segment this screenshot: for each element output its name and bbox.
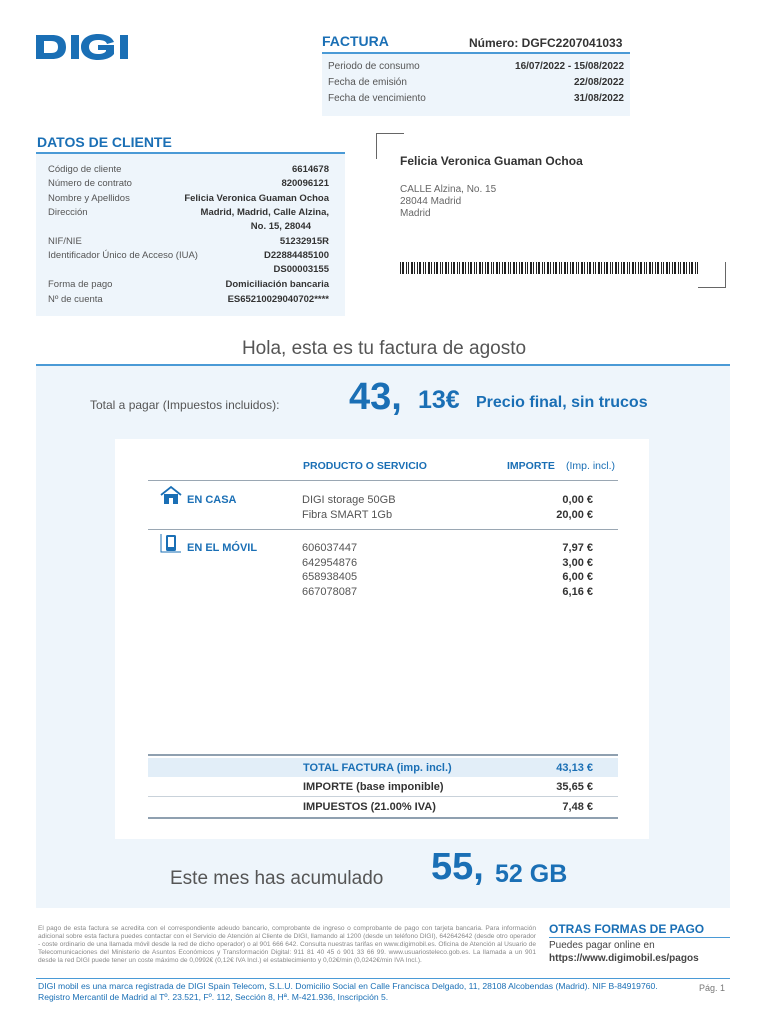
registry-info: Registro Mercantil de Madrid al Tº. 23.521, Fº. 112, Sección 8, Hª. M-421.936, Inscripción 5. xyxy=(38,992,389,1002)
barcode-bar xyxy=(691,262,693,274)
barcode-bar xyxy=(411,262,413,274)
barcode-bar xyxy=(644,262,645,274)
greeting-heading: Hola, esta es tu factura de agosto xyxy=(241,338,527,359)
company-info: DIGI mobil es una marca registrada de DIGI Spain Telecom, S.L.U. Domicilio Social en Calle Francisca Delgado, 11, 28108 Alcobendas (Madrid). NIF B-84919760. xyxy=(38,981,658,991)
barcode-bar xyxy=(576,262,577,274)
accumulated-label: Este mes has acumulado xyxy=(170,868,384,889)
barcode-bar xyxy=(629,262,630,274)
column-header-product: PRODUCTO O SERVICIO xyxy=(303,460,427,472)
barcode-bar xyxy=(695,262,696,274)
barcode-bar xyxy=(496,262,498,274)
barcode-bar xyxy=(445,262,447,274)
barcode-bar xyxy=(440,262,441,274)
accumulated-decimal: 52 GB xyxy=(495,860,568,888)
barcode-bar xyxy=(510,262,511,274)
barcode-bar xyxy=(533,262,534,274)
barcode-bar xyxy=(598,262,600,274)
barcode-bar xyxy=(419,262,421,274)
barcode-bar xyxy=(538,262,540,274)
barcode-bar xyxy=(468,262,469,274)
recipient-name: Felicia Veronica Guaman Ochoa xyxy=(400,154,583,168)
divider xyxy=(148,529,618,530)
taxes-value: 7,48 € xyxy=(562,801,593,813)
barcode-bar xyxy=(536,262,537,274)
barcode-bar xyxy=(555,262,557,274)
client-row-label: Nº de cuenta xyxy=(48,294,103,305)
line-item-name: 658938405 xyxy=(302,571,358,583)
barcode-bar xyxy=(678,262,679,274)
section-label-mobile: EN EL MÓVIL xyxy=(187,542,258,554)
barcode-bar xyxy=(530,262,532,274)
barcode-bar xyxy=(663,262,664,274)
total-amount-integer: 43, xyxy=(349,376,402,418)
invoice-row-label: Fecha de emisión xyxy=(328,77,407,88)
barcode-bar xyxy=(561,262,562,274)
barcode-bar xyxy=(564,262,566,274)
invoice-details xyxy=(322,54,630,116)
client-row-label: Código de cliente xyxy=(48,164,122,175)
barcode-bar xyxy=(457,262,458,274)
recipient-address-line: Madrid xyxy=(400,208,431,219)
barcode-bar xyxy=(606,262,608,274)
barcode-bar xyxy=(604,262,605,274)
invoice-row-value: 31/08/2022 xyxy=(573,93,624,104)
barcode-bar xyxy=(434,262,435,274)
barcode-bar xyxy=(570,262,571,274)
barcode-bar xyxy=(431,262,432,274)
divider xyxy=(148,480,618,481)
barcode-bar xyxy=(652,262,653,274)
barcode-bar xyxy=(513,262,515,274)
taxable-base-label: IMPORTE (base imponible) xyxy=(303,781,444,793)
barcode-bar xyxy=(453,262,455,274)
barcode-bar xyxy=(470,262,472,274)
barcode-bar xyxy=(417,262,418,274)
barcode-bar xyxy=(683,262,685,274)
line-item-price: 20,00 € xyxy=(556,509,593,521)
barcode-bar xyxy=(436,262,438,274)
barcode-bar xyxy=(587,262,588,274)
client-row-value: D22884485100 xyxy=(264,250,329,261)
line-item-name: Fibra SMART 1Gb xyxy=(302,509,393,521)
invoice-row-value: 16/07/2022 - 15/08/2022 xyxy=(515,61,624,72)
barcode-bar xyxy=(428,262,430,274)
barcode-bar xyxy=(491,262,492,274)
line-item-name: 642954876 xyxy=(302,557,358,569)
line-item-name: 667078087 xyxy=(302,586,358,598)
barcode-bar xyxy=(553,262,554,274)
section-label-home: EN CASA xyxy=(187,494,237,506)
barcode-bar xyxy=(674,262,676,274)
barcode-bar xyxy=(423,262,424,274)
column-header-amount: IMPORTE xyxy=(507,460,555,472)
barcode-bar xyxy=(448,262,449,274)
invoice-row xyxy=(328,77,624,93)
client-section-title: DATOS DE CLIENTE xyxy=(37,134,172,150)
client-row-value: Domiciliación bancaria xyxy=(225,279,329,290)
line-item-price: 3,00 € xyxy=(562,557,593,569)
barcode-bar xyxy=(516,262,517,274)
accumulated-integer: 55, xyxy=(431,846,484,888)
barcode-bar xyxy=(601,262,602,274)
barcode-bar xyxy=(612,262,613,274)
barcode-bar xyxy=(632,262,634,274)
client-row-value: Felicia Veronica Guaman Ochoa xyxy=(184,193,329,204)
barcode-bar xyxy=(414,262,415,274)
mobile-phone-icon xyxy=(160,533,182,553)
barcode-bar xyxy=(655,262,656,274)
barcode-bar xyxy=(525,262,526,274)
client-row-value: 820096121 xyxy=(281,178,329,189)
line-item-price: 6,16 € xyxy=(562,586,593,598)
client-row-label: NIF/NIE xyxy=(48,236,82,247)
total-invoice-label: TOTAL FACTURA (imp. incl.) xyxy=(303,762,452,774)
payment-link[interactable]: https://www.digimobil.es/pagos xyxy=(549,953,699,964)
barcode-bar xyxy=(680,262,681,274)
client-row-label: Identificador Único de Acceso (IUA) xyxy=(48,250,198,261)
invoice-row-label: Periodo de consumo xyxy=(328,61,420,72)
recipient-address-line: 28044 Madrid xyxy=(400,196,462,207)
barcode-bar xyxy=(581,262,583,274)
barcode-bar xyxy=(627,262,628,274)
barcode-bar xyxy=(487,262,489,274)
page-number: Pág. 1 xyxy=(699,983,726,993)
address-corner-mark xyxy=(698,262,726,288)
barcode-bar xyxy=(669,262,670,274)
invoice-row xyxy=(328,61,624,77)
barcode-bar xyxy=(462,262,464,274)
barcode-bar xyxy=(567,262,568,274)
recipient-address-line: CALLE Alzina, No. 15 xyxy=(400,184,497,195)
divider xyxy=(148,754,618,756)
barcode-bar xyxy=(615,262,617,274)
house-icon xyxy=(160,485,182,505)
divider xyxy=(148,817,618,819)
barcode-bar xyxy=(572,262,574,274)
legal-notice: El pago de esta factura se acredita con el correspondiente adeudo bancario, comprobante de ingreso o comprobante de pago con tarjeta bancaria. Para información adicional sobre esta factura puedes contactar con el Servicio de Atención al Cliente de DIGI, llamando al 1200 (desde un teléfono DIGI), 642642642 (desde otro operador - coste ordinario de una llamada móvil desde la red de dicho operador) o al 901 666 642. Consulta nuestras tarifas en www.digimobil.es. Oficina de Atención al Usuario de Telecomunicaciones del Ministerio de Asuntos Económicos y Transformación Digital: 911 81 40 45 ó 901 33 66 99. www.usuariosteleco.gob.es. La llamada a un 901 desde la red DIGI puede tener un coste máximo de 0,0992€ (0,12€ IVA Incl.) el establecimiento y 0,02€/min (0,0242€/min IVA Incl.). xyxy=(38,925,536,964)
client-details xyxy=(36,154,345,316)
barcode-bar xyxy=(689,262,690,274)
barcode-bar xyxy=(618,262,619,274)
barcode-bar xyxy=(686,262,687,274)
client-row-value: DS00003155 xyxy=(273,264,329,275)
invoice-row-value: 22/08/2022 xyxy=(573,77,624,88)
barcode-bar xyxy=(593,262,594,274)
barcode-bar xyxy=(623,262,625,274)
barcode-bar xyxy=(479,262,481,274)
payment-options-title: OTRAS FORMAS DE PAGO xyxy=(549,922,705,936)
barcode-bar xyxy=(559,262,560,274)
divider xyxy=(148,796,618,797)
barcode-bar xyxy=(508,262,509,274)
line-item-name: 606037447 xyxy=(302,542,358,554)
total-label: Total a pagar (Impuestos incluidos): xyxy=(90,398,280,412)
barcode-bar xyxy=(542,262,543,274)
line-item-price: 6,00 € xyxy=(562,571,593,583)
barcode-bar xyxy=(544,262,545,274)
barcode-bar xyxy=(550,262,551,274)
taxable-base-value: 35,65 € xyxy=(556,781,593,793)
client-row-value: Madrid, Madrid, Calle Alzina, xyxy=(200,207,329,218)
barcode-bar xyxy=(459,262,460,274)
client-row-value: No. 15, 28044 xyxy=(250,221,311,232)
invoice-title: FACTURA xyxy=(322,33,389,49)
line-item-name: DIGI storage 50GB xyxy=(302,494,396,506)
barcode-bar xyxy=(502,262,503,274)
invoice-number: Número: DGFC2207041033 xyxy=(469,36,623,50)
barcode-bar xyxy=(482,262,483,274)
barcode-bar xyxy=(402,262,404,274)
divider xyxy=(549,937,730,938)
barcode-bar xyxy=(589,262,591,274)
barcode-bar xyxy=(672,262,673,274)
barcode-bar xyxy=(657,262,659,274)
client-row-label: Nombre y Apellidos xyxy=(48,193,130,204)
barcode-bar xyxy=(610,262,611,274)
invoice-row-label: Fecha de vencimiento xyxy=(328,93,426,104)
client-row-label: Dirección xyxy=(48,207,88,218)
divider xyxy=(36,978,730,979)
client-row-value: 6614678 xyxy=(292,164,329,175)
line-item-price: 7,97 € xyxy=(562,542,593,554)
postal-barcode xyxy=(400,262,700,274)
client-row-value: ES65210029040702**** xyxy=(227,294,329,305)
payment-options-text: Puedes pagar online en xyxy=(549,940,655,951)
barcode-bar xyxy=(408,262,409,274)
column-header-amount-note: (Imp. incl.) xyxy=(566,460,616,472)
invoice-row xyxy=(328,93,624,109)
client-row-label: Forma de pago xyxy=(48,279,113,290)
taxes-label: IMPUESTOS (21.00% IVA) xyxy=(303,801,436,813)
barcode-bar xyxy=(474,262,475,274)
barcode-bar xyxy=(595,262,596,274)
barcode-bar xyxy=(476,262,477,274)
barcode-bar xyxy=(527,262,528,274)
total-slogan: Precio final, sin trucos xyxy=(476,394,648,411)
barcode-bar xyxy=(499,262,500,274)
barcode-bar xyxy=(465,262,466,274)
barcode-bar xyxy=(493,262,494,274)
barcode-bar xyxy=(638,262,639,274)
barcode-bar xyxy=(640,262,642,274)
barcode-bar xyxy=(578,262,579,274)
client-row-label: Número de contrato xyxy=(48,178,132,189)
barcode-bar xyxy=(646,262,647,274)
barcode-bar xyxy=(485,262,486,274)
barcode-bar xyxy=(621,262,622,274)
total-amount-decimal: 13€ xyxy=(418,386,460,414)
barcode-bar xyxy=(635,262,636,274)
total-invoice-value: 43,13 € xyxy=(556,762,593,774)
barcode-bar xyxy=(451,262,452,274)
barcode-bar xyxy=(661,262,662,274)
client-row-value: 51232915R xyxy=(279,236,329,247)
barcode-bar xyxy=(406,262,407,274)
barcode-bar xyxy=(400,262,401,274)
barcode-bar xyxy=(584,262,585,274)
barcode-bar xyxy=(547,262,549,274)
line-item-price: 0,00 € xyxy=(562,494,593,506)
barcode-bar xyxy=(504,262,506,274)
barcode-bar xyxy=(649,262,651,274)
barcode-bar xyxy=(521,262,523,274)
barcode-bar xyxy=(442,262,443,274)
barcode-bar xyxy=(425,262,426,274)
barcode-bar xyxy=(666,262,668,274)
digi-logo xyxy=(36,34,166,60)
barcode-bar xyxy=(697,262,698,274)
barcode-bar xyxy=(519,262,520,274)
